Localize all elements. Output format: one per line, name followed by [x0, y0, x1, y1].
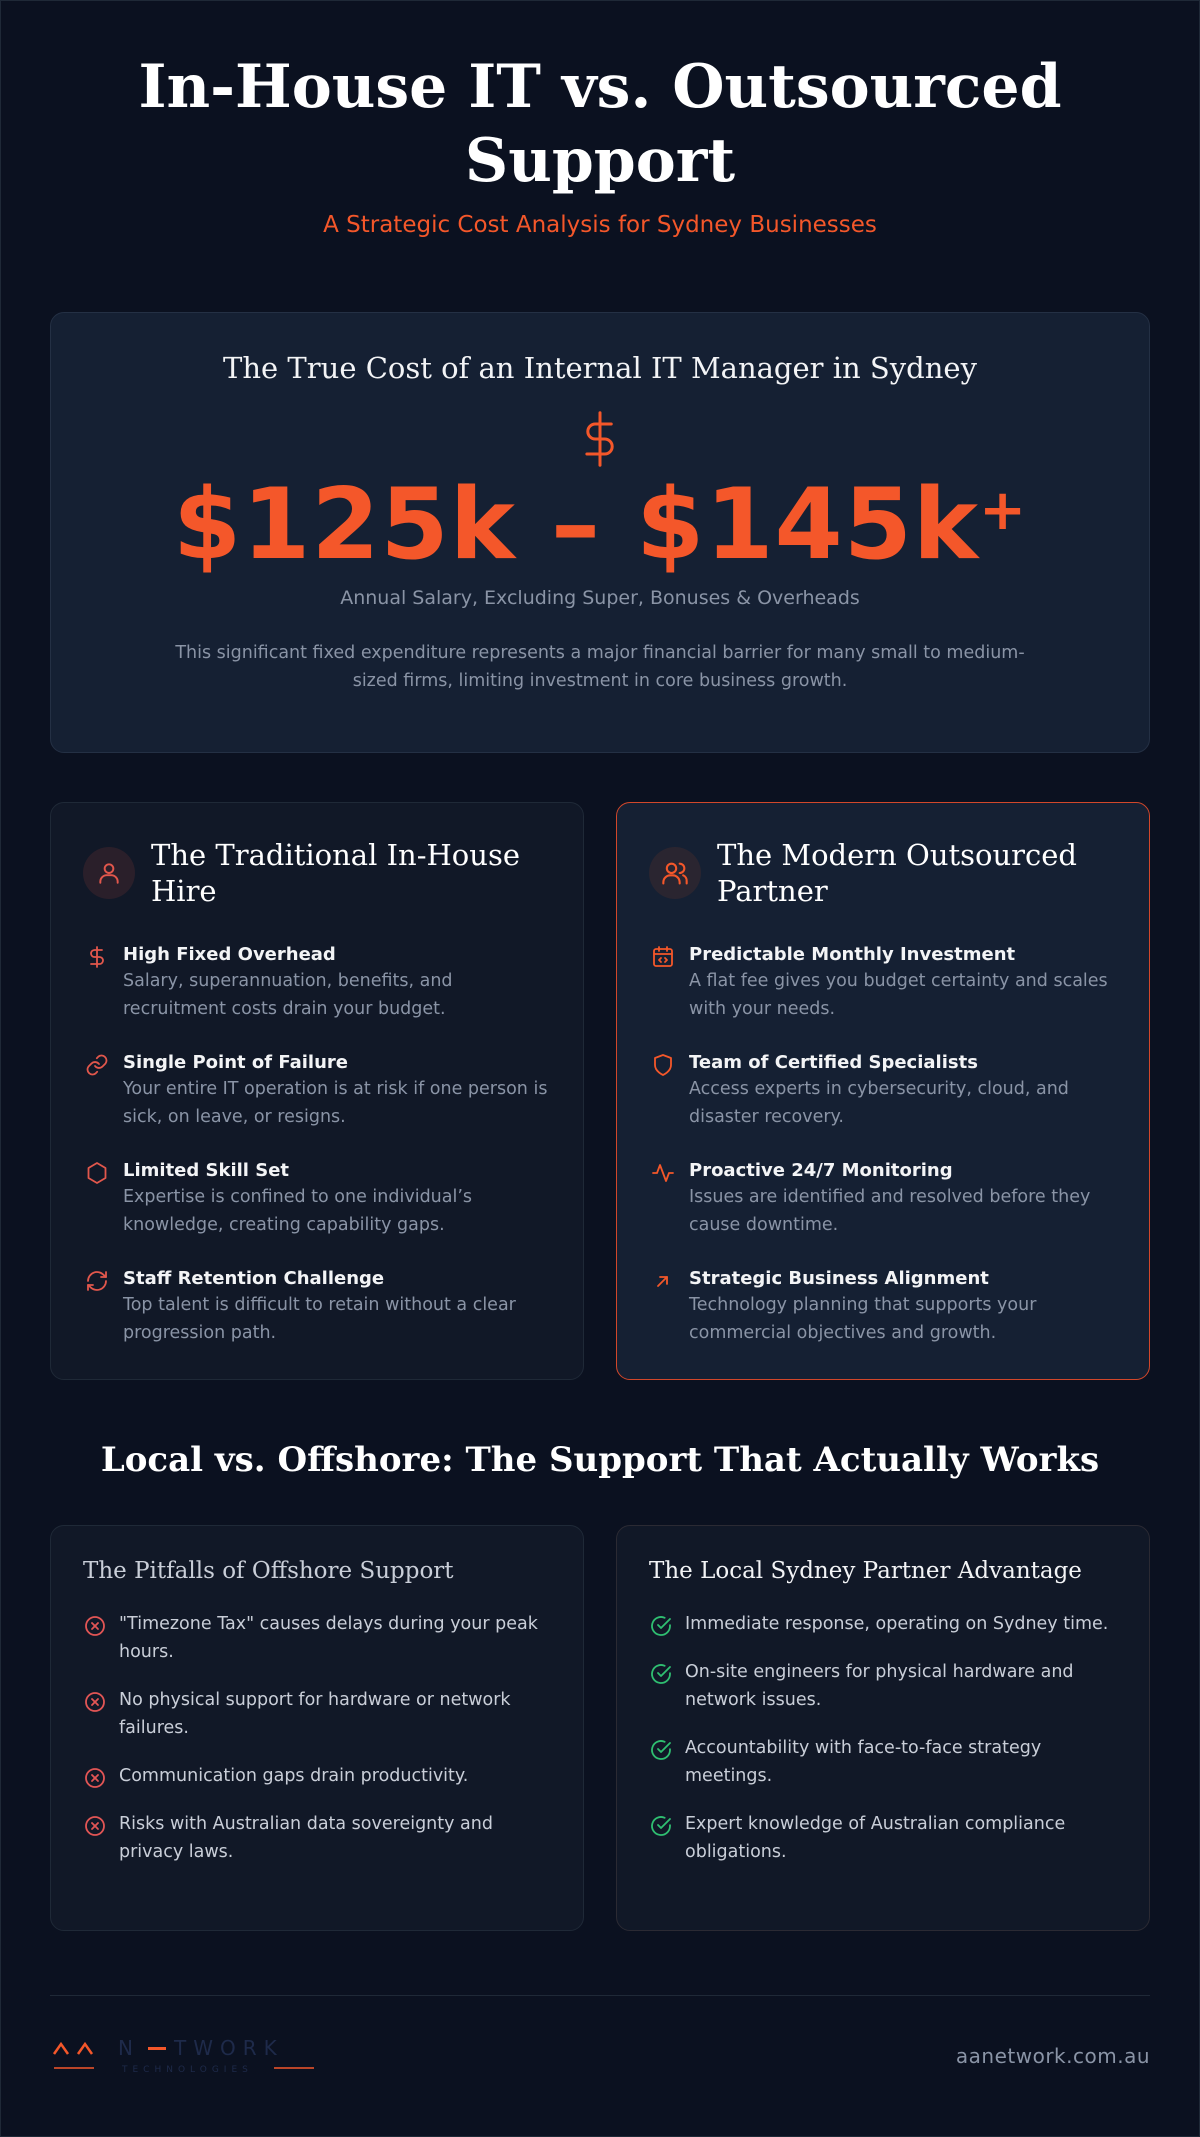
hero — [0, 50, 1200, 238]
item-desc: Top talent is difficult to retain without a clear progression path. — [123, 1295, 516, 1343]
activity-icon — [651, 1161, 675, 1185]
website-link[interactable]: aanetwork.com.au — [955, 2044, 1150, 2068]
outsourced-title: The Modern Outsourced Partner — [717, 838, 1077, 908]
list-item — [83, 1610, 551, 1666]
item-title: Limited Skill Set — [123, 1160, 290, 1181]
list-item — [649, 1658, 1117, 1714]
item-title: Predictable Monthly Investment — [689, 944, 1016, 965]
refresh-icon — [85, 1269, 109, 1293]
outsourced-list — [649, 943, 1117, 1347]
check-circle-icon — [649, 1738, 673, 1762]
cost-plus: + — [979, 478, 1027, 543]
item-text: On-site engineers for physical hardware and network issues. — [685, 1662, 1074, 1710]
cost-description: This significant fixed expenditure represents a major financial barrier for many small to medium-sized firms, limiting investment in core business growth. — [175, 643, 1025, 691]
item-desc: Access experts in cybersecurity, cloud, and disaster recovery. — [689, 1079, 1069, 1127]
cost-range — [51, 468, 1149, 582]
offshore-title: The Pitfalls of Offshore Support — [83, 1558, 454, 1584]
list-item — [83, 943, 551, 1023]
list-item — [649, 1610, 1117, 1638]
item-title: Strategic Business Alignment — [689, 1268, 989, 1289]
list-item — [83, 1810, 551, 1866]
list-item — [83, 1686, 551, 1742]
list-item — [83, 1762, 551, 1790]
svg-text:TWORK: TWORK — [174, 2036, 284, 2060]
local-card — [616, 1525, 1150, 1931]
outsourced-header — [649, 837, 1117, 909]
x-circle-icon — [83, 1614, 107, 1638]
list-item — [649, 1810, 1117, 1866]
local-list — [649, 1610, 1117, 1866]
check-circle-icon — [649, 1662, 673, 1686]
cost-caption: Annual Salary, Excluding Super, Bonuses & Overheads — [340, 587, 860, 609]
dollar-icon — [577, 409, 623, 469]
comparison-title: Local vs. Offshore: The Support That Actually Works — [100, 1440, 1100, 1480]
item-title: Staff Retention Challenge — [123, 1268, 385, 1289]
local-title: The Local Sydney Partner Advantage — [649, 1558, 1082, 1584]
inhouse-header — [83, 837, 551, 909]
shield-icon — [651, 1053, 675, 1077]
x-circle-icon — [83, 1766, 107, 1790]
item-text: Risks with Australian data sovereignty and privacy laws. — [119, 1814, 493, 1862]
item-text: No physical support for hardware or network failures. — [119, 1690, 511, 1738]
check-circle-icon — [649, 1814, 673, 1838]
list-item — [83, 1051, 551, 1131]
inhouse-card — [50, 802, 584, 1380]
outsourced-card — [616, 802, 1150, 1380]
company-logo — [52, 2036, 322, 2076]
list-item — [83, 1267, 551, 1347]
svg-text:N: N — [118, 2036, 140, 2060]
item-text: Immediate response, operating on Sydney time. — [685, 1614, 1109, 1634]
item-desc: Issues are identified and resolved before they cause downtime. — [689, 1187, 1091, 1235]
list-item — [649, 1267, 1117, 1347]
item-title: Team of Certified Specialists — [689, 1052, 978, 1073]
offshore-card — [50, 1525, 584, 1931]
list-item — [649, 1159, 1117, 1239]
offshore-list — [83, 1610, 551, 1866]
inhouse-title: The Traditional In-House Hire — [151, 838, 520, 908]
x-circle-icon — [83, 1690, 107, 1714]
page-title: In-House IT vs. Outsourced Support — [138, 52, 1062, 196]
page-subtitle: A Strategic Cost Analysis for Sydney Businesses — [323, 212, 877, 238]
x-circle-icon — [83, 1814, 107, 1838]
users-icon — [649, 847, 701, 899]
item-text: Accountability with face-to-face strategy meetings. — [685, 1738, 1042, 1786]
item-desc: Your entire IT operation is at risk if one person is sick, on leave, or resigns. — [123, 1079, 548, 1127]
item-text: Expert knowledge of Australian compliance obligations. — [685, 1814, 1066, 1862]
item-desc: Salary, superannuation, benefits, and recruitment costs drain your budget. — [123, 971, 453, 1019]
arrow-up-right-icon — [651, 1269, 675, 1293]
item-title: Single Point of Failure — [123, 1052, 348, 1073]
item-desc: A flat fee gives you budget certainty and scales with your needs. — [689, 971, 1108, 1019]
item-desc: Expertise is confined to one individual’s knowledge, creating capability gaps. — [123, 1187, 473, 1235]
hexagon-icon — [85, 1161, 109, 1185]
broken-link-icon — [85, 1053, 109, 1077]
list-item — [649, 1734, 1117, 1790]
cost-card — [50, 312, 1150, 753]
item-title: Proactive 24/7 Monitoring — [689, 1160, 953, 1181]
item-title: High Fixed Overhead — [123, 944, 336, 965]
dollar-icon — [85, 945, 109, 969]
list-item — [83, 1159, 551, 1239]
cost-range-value: $125k – $145k — [172, 468, 980, 582]
calendar-icon — [651, 945, 675, 969]
item-text: Communication gaps drain productivity. — [119, 1766, 469, 1786]
item-desc: Technology planning that supports your commercial objectives and growth. — [689, 1295, 1037, 1343]
inhouse-list — [83, 943, 551, 1347]
list-item — [649, 1051, 1117, 1131]
svg-text:TECHNOLOGIES: TECHNOLOGIES — [122, 2065, 253, 2075]
check-circle-icon — [649, 1614, 673, 1638]
footer-divider — [50, 1995, 1150, 1996]
user-icon — [83, 847, 135, 899]
cost-title: The True Cost of an Internal IT Manager in Sydney — [223, 351, 977, 385]
list-item — [649, 943, 1117, 1023]
item-text: "Timezone Tax" causes delays during your peak hours. — [119, 1614, 538, 1662]
